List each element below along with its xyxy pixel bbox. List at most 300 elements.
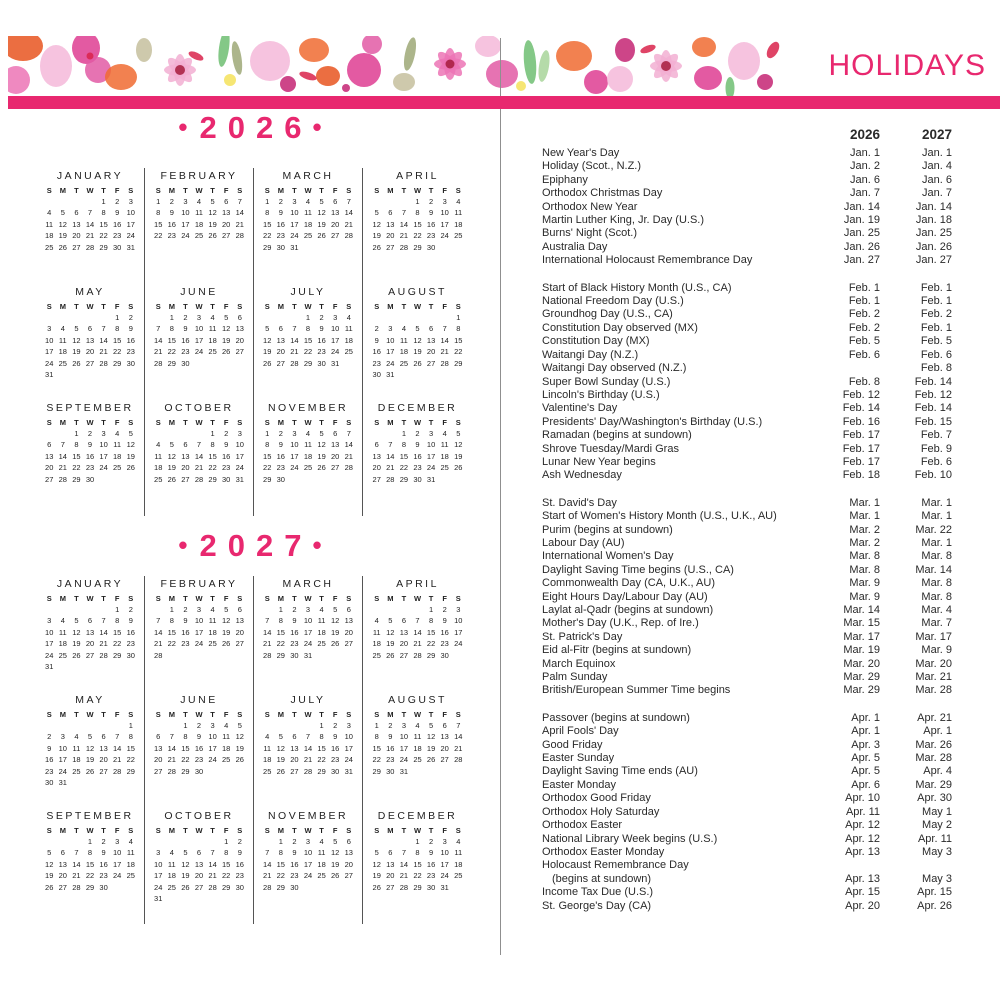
day-number: 28	[154, 358, 163, 368]
weekday-header-row	[148, 593, 250, 604]
weekday-label: S	[264, 302, 270, 311]
day-number: 17	[303, 859, 313, 869]
holiday-date-2027: Feb. 1	[920, 281, 952, 294]
day-number: 13	[440, 732, 449, 742]
day-number: 26	[317, 231, 326, 241]
weekday-label: T	[292, 826, 297, 835]
day-number: 17	[45, 639, 54, 649]
day-number: 8	[429, 616, 434, 626]
holiday-name: Start of Black History Month (U.S., CA)	[542, 281, 732, 294]
day-number: 3	[346, 721, 351, 730]
holiday-date-2026: Feb. 14	[842, 402, 880, 415]
day-number: 5	[74, 616, 79, 626]
weekday-header-row	[148, 301, 250, 312]
day-number: 20	[386, 231, 395, 241]
day-number: 24	[45, 650, 54, 660]
holiday-date-2027: Mar. 29	[915, 778, 952, 791]
day-number: 26	[222, 639, 231, 649]
holiday-date-2026: Feb. 16	[842, 415, 880, 428]
holiday-date-2027: Jan. 18	[915, 214, 952, 227]
weekday-label: T	[319, 826, 324, 835]
day-number: 26	[263, 358, 272, 368]
holiday-name: Daylight Saving Time begins (U.S., CA)	[542, 563, 734, 576]
day-number: 13	[235, 616, 244, 626]
day-number: 7	[101, 324, 106, 334]
day-number: 23	[85, 463, 95, 473]
weekday-label: F	[442, 418, 447, 427]
day-number: 11	[58, 335, 67, 345]
day-number: 12	[85, 743, 95, 753]
holiday-name: Presidents' Day/Washington's Birthday (U.S.)	[542, 415, 763, 428]
empty-day-cell	[260, 720, 274, 731]
weekday-label: S	[374, 594, 380, 603]
weekday-label: M	[168, 826, 175, 835]
holiday-date-2027: Apr. 15	[917, 886, 952, 899]
weekday-label: T	[401, 302, 407, 311]
holiday-row	[542, 859, 952, 872]
day-number: 18	[317, 627, 326, 637]
empty-day-cell	[83, 604, 97, 615]
empty-day-cell	[83, 312, 97, 323]
months-grid-2026	[36, 168, 472, 516]
weekday-label: W	[195, 186, 203, 195]
month-title: MAY	[75, 286, 105, 298]
holiday-row	[542, 631, 952, 644]
holiday-name: St. Patrick's Day	[542, 630, 623, 643]
holiday-date-2027: Mar. 9	[921, 644, 952, 657]
day-number: 27	[290, 766, 299, 776]
empty-day-cell	[384, 196, 398, 207]
day-number: 10	[194, 616, 204, 626]
holiday-name: Easter Sunday	[542, 752, 615, 765]
weekday-label: M	[387, 826, 394, 835]
holiday-row	[542, 389, 952, 402]
empty-day-cell	[42, 836, 56, 847]
day-number: 2	[278, 197, 283, 206]
day-number: 17	[454, 627, 463, 637]
day-number: 22	[72, 463, 81, 473]
day-number: 1	[183, 721, 188, 730]
day-number: 19	[167, 463, 176, 473]
day-number: 17	[194, 335, 204, 345]
day-number: 19	[426, 743, 436, 753]
month-calendar-january-2026	[36, 168, 145, 284]
day-number: 20	[440, 743, 449, 753]
holiday-row	[542, 873, 952, 886]
day-number: 7	[60, 440, 65, 450]
day-number: 9	[87, 440, 93, 450]
day-number: 12	[263, 335, 272, 345]
holiday-row	[542, 617, 952, 630]
day-number: 11	[304, 208, 312, 218]
day-number: 25	[208, 347, 217, 357]
day-number: 3	[292, 197, 297, 206]
day-number: 13	[399, 627, 409, 637]
month-calendar-april-2026	[363, 168, 472, 284]
empty-day-cell	[288, 720, 302, 731]
day-number: 11	[400, 335, 408, 345]
day-number: 31	[154, 893, 163, 903]
weekday-label: S	[346, 710, 352, 719]
empty-day-cell	[56, 312, 70, 323]
day-number: 6	[237, 313, 242, 322]
day-number: 29	[317, 766, 326, 776]
holiday-row	[542, 591, 952, 604]
day-number: 12	[72, 627, 81, 637]
day-number: 4	[305, 429, 311, 438]
empty-day-cell	[274, 312, 288, 323]
empty-day-cell	[165, 836, 179, 847]
weekday-header-row	[257, 709, 359, 720]
weekday-label: S	[374, 826, 380, 835]
weekday-label: M	[59, 302, 66, 311]
day-number: 14	[167, 743, 176, 753]
day-number: 14	[85, 219, 95, 229]
day-number: 25	[167, 882, 176, 892]
day-number: 24	[126, 231, 135, 241]
weekday-label: T	[401, 594, 407, 603]
day-number: 28	[194, 474, 204, 484]
holiday-date-2027: Apr. 30	[917, 792, 952, 805]
day-number: 9	[388, 732, 393, 742]
day-number: 28	[235, 231, 244, 241]
weekday-label: F	[223, 594, 229, 603]
day-number: 11	[113, 440, 122, 450]
day-number: 23	[222, 463, 231, 473]
day-number: 13	[99, 743, 108, 753]
holiday-name: Groundhog Day (U.S., CA)	[542, 308, 673, 321]
day-number: 2	[115, 197, 120, 206]
holiday-row	[542, 322, 952, 335]
day-number: 2	[87, 429, 93, 438]
holiday-row	[542, 214, 952, 227]
day-number: 9	[292, 616, 297, 626]
day-number: 7	[265, 616, 270, 626]
empty-day-cell	[83, 196, 97, 207]
day-grid	[257, 604, 359, 661]
day-number: 8	[374, 732, 379, 742]
holiday-date-2027: Feb. 14	[914, 402, 952, 415]
holiday-name: Epiphany	[542, 173, 588, 186]
page-gutter-divider	[500, 38, 501, 955]
weekday-label: T	[183, 710, 188, 719]
day-grid	[148, 312, 250, 369]
day-number: 18	[45, 231, 54, 241]
day-number: 22	[167, 347, 176, 357]
day-number: 2	[333, 721, 338, 730]
day-number: 28	[344, 463, 353, 473]
holiday-row	[542, 416, 952, 429]
holiday-name: Labour Day (AU)	[542, 536, 625, 549]
day-number: 23	[426, 231, 436, 241]
day-number: 20	[372, 463, 381, 473]
day-number: 22	[154, 231, 163, 241]
day-number: 29	[454, 358, 463, 368]
day-number: 30	[126, 358, 135, 368]
day-number: 23	[167, 231, 176, 241]
empty-day-cell	[70, 720, 84, 731]
empty-day-cell	[56, 720, 70, 731]
weekday-header-row	[257, 301, 359, 312]
holiday-date-2026: Apr. 13	[845, 845, 880, 858]
floral-band-illustration	[8, 36, 780, 96]
day-number: 13	[331, 440, 340, 450]
day-number: 8	[183, 732, 188, 742]
holiday-date-2027: Jan. 6	[922, 173, 952, 186]
holiday-date-2027: Feb. 8	[920, 362, 952, 375]
day-number: 22	[372, 755, 381, 765]
day-number: 25	[317, 639, 326, 649]
day-number: 23	[126, 347, 135, 357]
day-number: 17	[154, 871, 163, 881]
day-number: 23	[113, 231, 122, 241]
day-number: 10	[235, 440, 244, 450]
weekday-label: W	[86, 826, 94, 835]
weekday-label: T	[210, 186, 215, 195]
day-number: 5	[47, 848, 52, 858]
day-number: 20	[276, 347, 285, 357]
weekday-label: M	[277, 710, 284, 719]
day-number: 6	[224, 197, 229, 206]
holiday-name: Shrove Tuesday/Mardi Gras	[542, 442, 679, 455]
empty-day-cell	[83, 720, 97, 731]
holiday-table-header	[542, 126, 952, 143]
day-number: 5	[456, 429, 461, 438]
day-number: 25	[399, 358, 409, 368]
holiday-date-2026: Mar. 1	[849, 510, 880, 523]
weekday-label: T	[292, 186, 297, 195]
day-number: 19	[331, 627, 340, 637]
day-number: 24	[99, 463, 108, 473]
day-number: 29	[72, 474, 81, 484]
weekday-header-row	[366, 417, 469, 428]
day-number: 5	[374, 208, 379, 218]
day-number: 29	[181, 766, 190, 776]
weekday-label: S	[264, 826, 270, 835]
day-number: 9	[101, 848, 106, 858]
day-number: 14	[194, 451, 204, 461]
day-number: 30	[276, 242, 285, 252]
day-number: 19	[372, 231, 381, 241]
weekday-label: T	[292, 418, 297, 427]
day-number: 14	[154, 335, 163, 345]
day-grid	[366, 604, 469, 661]
month-title: APRIL	[396, 578, 439, 590]
holiday-row	[542, 187, 952, 200]
day-number: 26	[235, 755, 244, 765]
day-number: 1	[210, 429, 215, 438]
holiday-row	[542, 201, 952, 214]
day-number: 30	[426, 242, 436, 252]
weekday-label: S	[46, 594, 52, 603]
holiday-date-2026: Apr. 1	[851, 711, 880, 724]
day-number: 25	[372, 650, 381, 660]
day-number: 25	[194, 231, 204, 241]
month-title: NOVEMBER	[267, 402, 349, 414]
weekday-label: S	[237, 826, 243, 835]
holiday-row	[542, 765, 952, 778]
decorative-dot: •	[178, 112, 188, 142]
weekday-label: F	[114, 418, 120, 427]
holiday-groups	[542, 147, 952, 913]
day-number: 28	[303, 766, 313, 776]
day-number: 12	[72, 335, 81, 345]
day-number: 21	[113, 755, 122, 765]
weekday-label: M	[387, 710, 394, 719]
weekday-label: F	[442, 710, 447, 719]
holiday-date-2026: Mar. 1	[849, 496, 880, 509]
weekday-label: F	[332, 594, 338, 603]
day-number: 2	[278, 429, 283, 438]
holiday-date-2027: Apr. 1	[923, 725, 952, 738]
day-number: 24	[208, 755, 217, 765]
day-number: 27	[58, 882, 67, 892]
holiday-name: Constitution Day (MX)	[542, 335, 650, 348]
holiday-date-2026: Jan. 25	[843, 227, 880, 240]
weekday-label: M	[168, 302, 175, 311]
day-number: 27	[235, 347, 244, 357]
weekday-label: M	[387, 186, 394, 195]
day-number: 4	[210, 605, 215, 614]
day-number: 24	[386, 358, 395, 368]
day-number: 18	[263, 755, 272, 765]
weekday-label: T	[210, 418, 215, 427]
day-number: 30	[331, 766, 340, 776]
weekday-label: S	[46, 418, 52, 427]
day-number: 1	[224, 837, 229, 846]
day-number: 13	[85, 335, 95, 345]
empty-day-cell	[260, 836, 274, 847]
empty-day-cell	[151, 312, 165, 323]
day-number: 28	[99, 650, 108, 660]
empty-day-cell	[424, 312, 438, 323]
day-number: 21	[344, 219, 353, 229]
holiday-date-2026: Mar. 20	[843, 657, 880, 670]
weekday-label: M	[277, 826, 284, 835]
day-number: 8	[278, 616, 283, 626]
day-number: 16	[99, 859, 108, 869]
day-number: 23	[290, 639, 299, 649]
holiday-date-2026: Feb. 8	[848, 375, 880, 388]
holiday-date-2026: Jan. 26	[843, 240, 880, 253]
empty-day-cell	[165, 428, 179, 439]
day-number: 3	[305, 837, 311, 846]
day-number: 16	[290, 627, 299, 637]
holiday-row	[542, 362, 952, 375]
holiday-row	[542, 282, 952, 295]
holiday-row	[542, 779, 952, 792]
holiday-row	[542, 564, 952, 577]
holiday-name: Orthodox Christmas Day	[542, 187, 663, 200]
weekday-label: W	[195, 594, 203, 603]
day-number: 5	[128, 429, 133, 438]
holiday-date-2026: Apr. 10	[845, 792, 880, 805]
holiday-row	[542, 160, 952, 173]
weekday-label: F	[332, 418, 338, 427]
day-number: 13	[386, 859, 395, 869]
holiday-date-2026: Mar. 2	[849, 536, 880, 549]
day-number: 15	[276, 859, 285, 869]
day-number: 12	[58, 219, 67, 229]
day-number: 7	[292, 324, 297, 334]
day-number: 14	[72, 859, 81, 869]
holiday-row	[542, 295, 952, 308]
day-number: 25	[454, 871, 463, 881]
day-number: 7	[305, 732, 311, 742]
empty-day-cell	[274, 720, 288, 731]
holiday-date-2027: Feb. 6	[920, 348, 952, 361]
weekday-label: S	[346, 302, 352, 311]
month-title: FEBRUARY	[160, 578, 238, 590]
day-number: 26	[45, 882, 54, 892]
day-number: 22	[99, 231, 108, 241]
day-number: 24	[440, 871, 449, 881]
day-number: 26	[167, 474, 176, 484]
day-number: 31	[386, 369, 395, 379]
day-number: 15	[99, 219, 108, 229]
day-number: 11	[344, 324, 353, 334]
day-number: 25	[317, 871, 326, 881]
day-number: 27	[45, 474, 54, 484]
day-number: 17	[290, 219, 299, 229]
day-grid	[257, 428, 359, 485]
empty-day-cell	[151, 428, 165, 439]
weekday-label: S	[128, 186, 134, 195]
day-number: 8	[115, 616, 120, 626]
day-number: 3	[429, 429, 434, 438]
day-number: 17	[440, 219, 449, 229]
weekday-label: S	[155, 186, 161, 195]
day-number: 30	[413, 474, 422, 484]
holiday-date-2026: Feb. 5	[848, 335, 880, 348]
day-number: 14	[386, 451, 395, 461]
day-number: 8	[265, 440, 270, 450]
day-number: 14	[344, 208, 353, 218]
day-number: 10	[58, 743, 67, 753]
day-number: 5	[319, 429, 324, 438]
day-number: 29	[222, 882, 231, 892]
day-number: 3	[128, 197, 133, 206]
day-number: 21	[194, 463, 204, 473]
holiday-row	[542, 241, 952, 254]
day-number: 27	[222, 231, 231, 241]
holiday-date-2026: Mar. 9	[849, 590, 880, 603]
day-number: 26	[372, 242, 381, 252]
day-number: 28	[113, 766, 122, 776]
holiday-date-2026: Apr. 6	[851, 778, 880, 791]
day-number: 8	[115, 324, 120, 334]
day-number: 10	[45, 627, 54, 637]
day-number: 4	[415, 721, 420, 730]
day-number: 3	[196, 313, 202, 322]
day-number: 28	[290, 358, 299, 368]
day-number: 8	[415, 208, 420, 218]
day-number: 15	[208, 451, 217, 461]
day-number: 27	[344, 871, 353, 881]
holiday-date-2027: Jan. 1	[922, 147, 952, 159]
day-number: 6	[237, 605, 242, 614]
holiday-date-2027: Mar. 1	[921, 510, 952, 523]
day-number: 22	[413, 231, 422, 241]
day-number: 19	[222, 627, 231, 637]
day-number: 12	[235, 732, 244, 742]
day-number: 12	[372, 219, 381, 229]
month-title: DECEMBER	[377, 810, 458, 822]
day-number: 1	[265, 197, 270, 206]
holiday-name: Lincoln's Birthday (U.S.)	[542, 388, 660, 401]
day-number: 26	[372, 882, 381, 892]
month-calendar-june-2027	[145, 692, 254, 808]
